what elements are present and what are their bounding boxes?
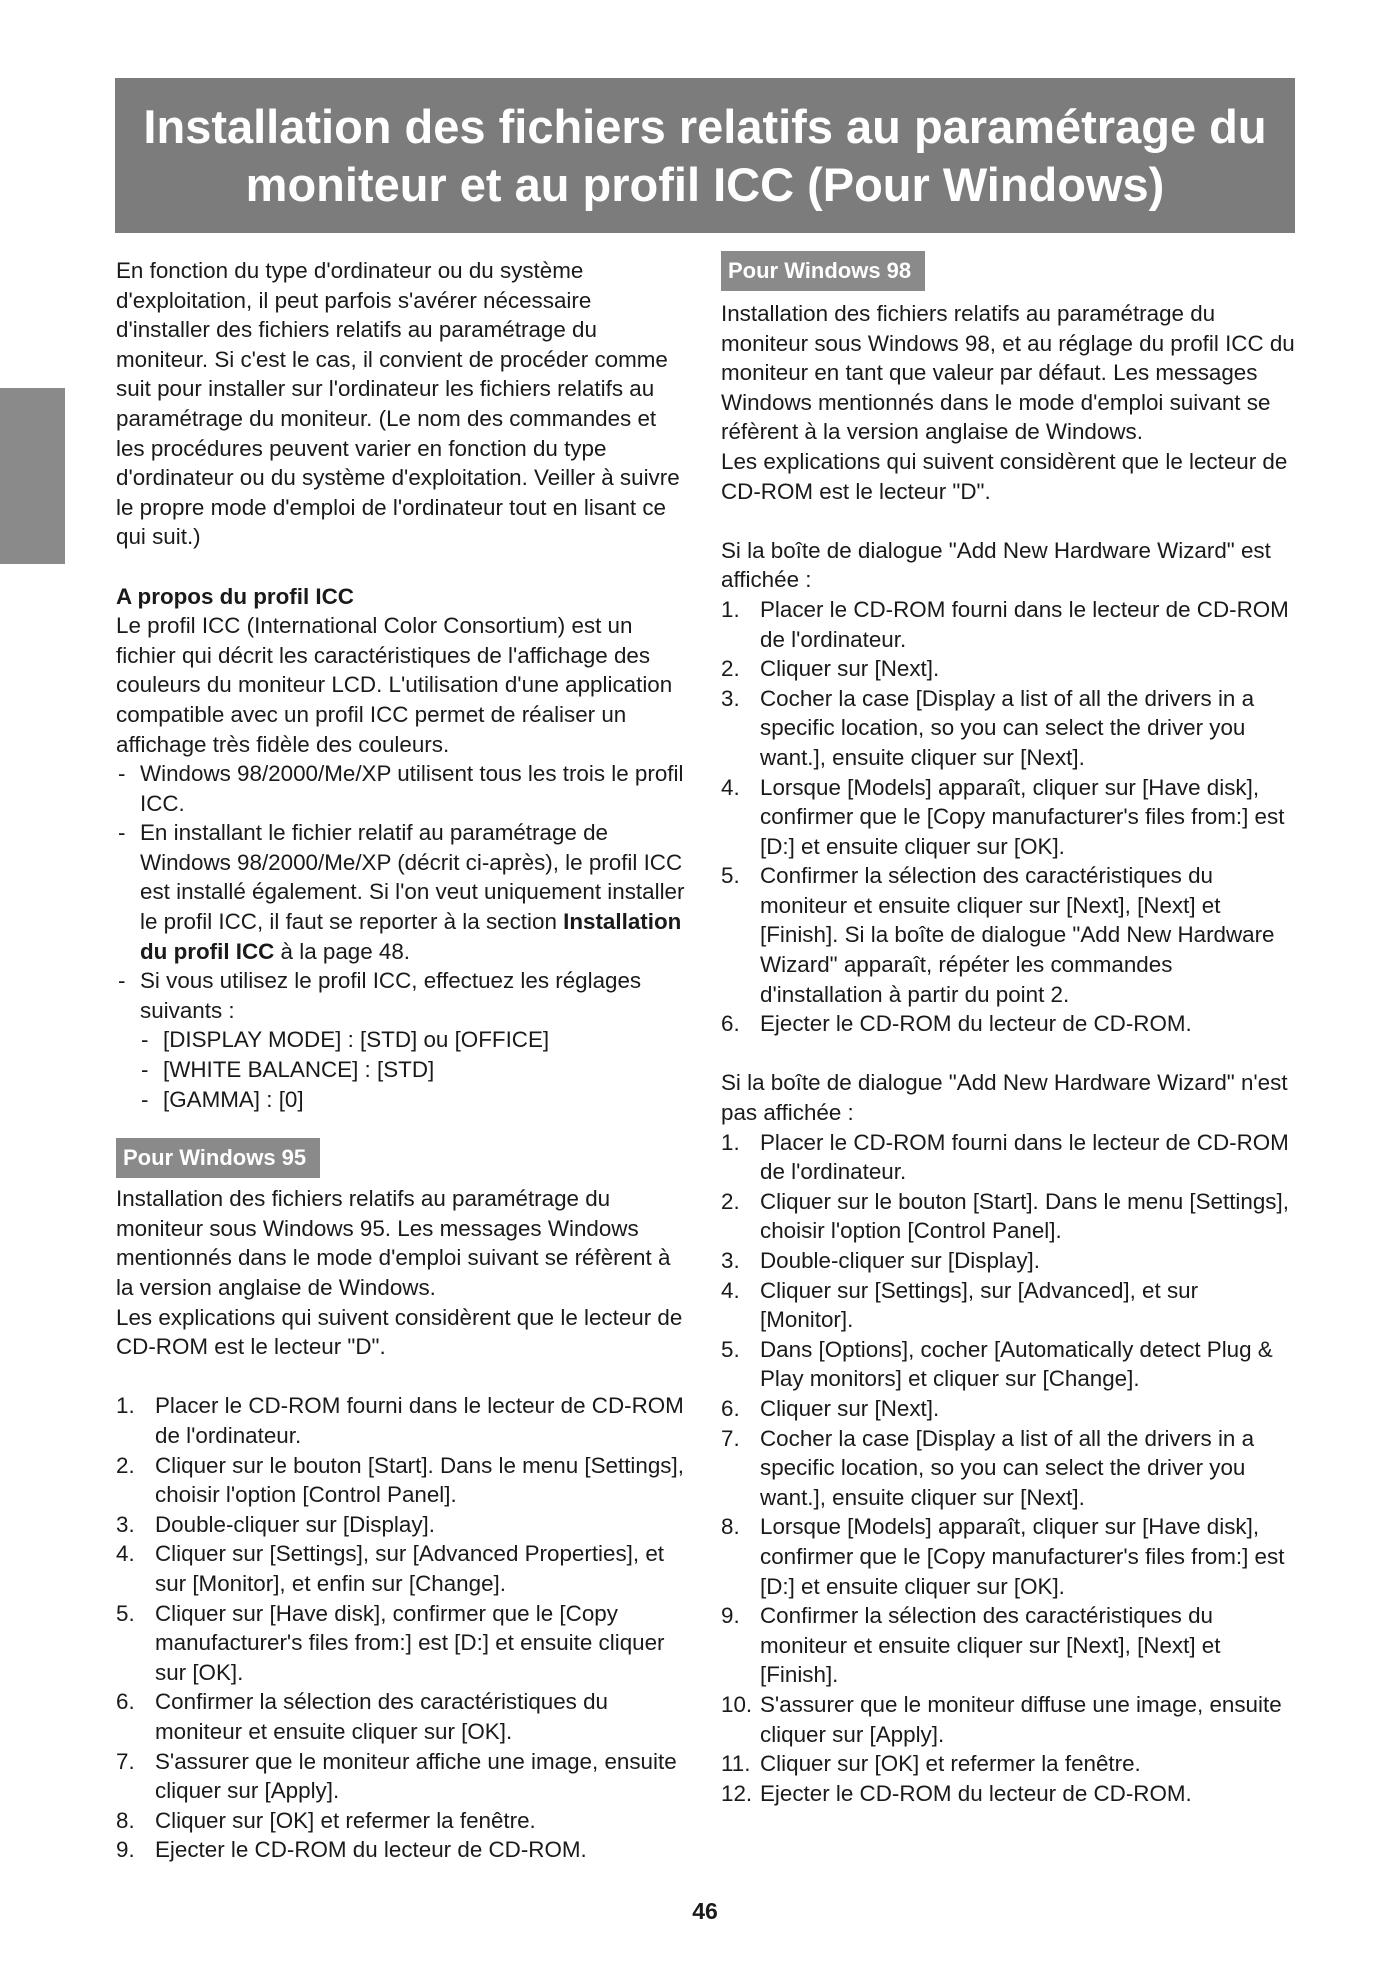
step-item bbox=[721, 1394, 1295, 1424]
setting-gamma: - [GAMMA] : [0] bbox=[116, 1085, 690, 1115]
step-item bbox=[721, 654, 1295, 684]
windows-95-drive-note: Les explications qui suivent considèrent que le lecteur de CD-ROM est le lecteur "D". bbox=[116, 1304, 683, 1360]
icc-section-reference: Installation du profil ICC bbox=[140, 909, 682, 964]
page-title-line-1: Installation des fichiers relatifs au paramétrage du bbox=[143, 99, 1267, 153]
step-item bbox=[116, 1747, 690, 1806]
step-number: 9. bbox=[721, 1603, 740, 1629]
step-text: Lorsque [Models] apparaît, cliquer sur [Have disk], confirmer que le [Copy manufacturer's files from:] est [D:] et ensuite cliquer sur [OK]. bbox=[760, 1514, 1285, 1599]
step-number: 8. bbox=[721, 1514, 740, 1540]
step-text: Confirmer la sélection des caractéristiques du moniteur et ensuite cliquer sur [OK]. bbox=[155, 1689, 608, 1744]
step-text: Lorsque [Models] apparaît, cliquer sur [Have disk], confirmer que le [Copy manufacturer's files from:] est [D:] et ensuite cliquer sur [OK]. bbox=[760, 774, 1285, 859]
step-item bbox=[721, 1335, 1295, 1394]
step-number: 4. bbox=[116, 1541, 135, 1567]
step-text: Cliquer sur [OK] et refermer la fenêtre. bbox=[155, 1807, 536, 1833]
step-item bbox=[721, 1424, 1295, 1513]
right-column bbox=[721, 251, 1295, 1808]
icc-paragraph: Le profil ICC (International Color Consortium) est un fichier qui décrit les caractéristiques de l'affichage des couleurs du moniteur LCD. L'utilisation d'une application compatible avec un profil ICC permet de réaliser un affichage très fidèle des couleurs. bbox=[116, 613, 673, 757]
step-text: Cliquer sur [OK] et refermer la fenêtre. bbox=[760, 1751, 1141, 1777]
step-item bbox=[721, 1276, 1295, 1335]
step-text: Ejecter le CD-ROM du lecteur de CD-ROM. bbox=[155, 1837, 587, 1863]
step-item bbox=[116, 1835, 690, 1865]
step-text: Cliquer sur [Have disk], confirmer que le [Copy manufacturer's files from:] est [D:] et ensuite cliquer sur [OK]. bbox=[155, 1600, 665, 1685]
step-text: Cliquer sur [Next]. bbox=[760, 1395, 940, 1421]
step-number: 6. bbox=[721, 1395, 740, 1421]
icc-heading: A propos du profil ICC bbox=[116, 583, 354, 609]
setting-white-balance: - [WHITE BALANCE] : [STD] bbox=[116, 1055, 690, 1085]
wizard-not-shown-steps bbox=[721, 1128, 1295, 1809]
icc-page-reference: à la page 48. bbox=[274, 938, 411, 964]
step-item bbox=[721, 1601, 1295, 1690]
step-number: 1. bbox=[116, 1393, 135, 1419]
step-item bbox=[116, 1451, 690, 1510]
intro-paragraph: En fonction du type d'ordinateur ou du système d'exploitation, il peut parfois s'avérer nécessaire d'installer des fichiers relatifs au paramétrage du moniteur. Si c'est le cas, il convient de procéder comme suit pour installer sur l'ordinateur les fichiers relatifs au paramétrage du moniteur. (Le nom des commandes et les procédures peuvent varier en fonction du type d'ordinateur ou du système d'exploitation. Veiller à suivre le propre mode d'emploi de l'ordinateur tout en lisant ce qui suit.) bbox=[116, 258, 680, 550]
step-item bbox=[721, 595, 1295, 654]
step-item bbox=[721, 1512, 1295, 1601]
step-item bbox=[721, 1187, 1295, 1246]
step-number: 3. bbox=[721, 685, 740, 711]
step-number: 3. bbox=[116, 1511, 135, 1537]
step-text: Placer le CD-ROM fourni dans le lecteur de CD-ROM de l'ordinateur. bbox=[760, 596, 1289, 652]
windows-95-intro: Installation des fichiers relatifs au paramétrage du moniteur sous Windows 95. Les messages Windows mentionnés dans le mode d'emploi suivant se réfèrent à la version anglaise de Windows. bbox=[116, 1186, 671, 1300]
icc-bullet-2 bbox=[116, 818, 690, 966]
icc-bullet-3: - Si vous utilisez le profil ICC, effectuez les réglages suivants : bbox=[116, 966, 690, 1025]
step-text: Ejecter le CD-ROM du lecteur de CD-ROM. bbox=[760, 1011, 1192, 1037]
step-text: Double-cliquer sur [Display]. bbox=[760, 1248, 1040, 1273]
step-number: 5. bbox=[721, 863, 740, 889]
step-item bbox=[721, 1749, 1295, 1779]
wizard-shown-steps bbox=[721, 595, 1295, 1039]
icc-bullet-2-text: En installant le fichier relatif au paramétrage de Windows 98/2000/Me/XP (décrit ci-après), le profil ICC est installé également. Si l'on veut uniquement installer le profil ICC, il faut se reporter à la section bbox=[140, 820, 685, 935]
step-text: S'assurer que le moniteur diffuse une image, ensuite cliquer sur [Apply]. bbox=[760, 1691, 1282, 1747]
step-text: Placer le CD-ROM fourni dans le lecteur de CD-ROM de l'ordinateur. bbox=[155, 1393, 684, 1448]
icc-bullet-1: - Windows 98/2000/Me/XP utilisent tous les trois le profil ICC. bbox=[116, 759, 690, 818]
step-number: 10. bbox=[721, 1691, 753, 1717]
step-number: 1. bbox=[721, 596, 740, 622]
step-item bbox=[721, 684, 1295, 773]
step-item bbox=[721, 861, 1295, 1009]
windows-95-steps bbox=[116, 1391, 690, 1865]
step-item bbox=[116, 1391, 690, 1450]
step-item bbox=[116, 1539, 690, 1598]
step-text: Ejecter le CD-ROM du lecteur de CD-ROM. bbox=[760, 1780, 1192, 1806]
step-text: Dans [Options], cocher [Automatically detect Plug & Play monitors] et cliquer sur [Change]. bbox=[760, 1336, 1273, 1392]
step-item bbox=[721, 1246, 1295, 1276]
step-text: Double-cliquer sur [Display]. bbox=[155, 1511, 435, 1537]
step-number: 11. bbox=[721, 1751, 751, 1777]
step-text: Cliquer sur [Settings], sur [Advanced], et sur [Monitor]. bbox=[760, 1277, 1199, 1333]
step-number: 8. bbox=[116, 1807, 135, 1833]
step-item bbox=[721, 1779, 1295, 1809]
step-text: Cliquer sur [Next]. bbox=[760, 656, 940, 682]
step-number: 5. bbox=[721, 1336, 740, 1362]
step-text: Cliquer sur le bouton [Start]. Dans le menu [Settings], choisir l'option [Control Panel]. bbox=[155, 1452, 684, 1508]
step-text: Confirmer la sélection des caractéristiques du moniteur et ensuite cliquer sur [Next], [Next] et [Finish]. bbox=[760, 1603, 1221, 1688]
step-item bbox=[721, 1690, 1295, 1749]
step-text: Cocher la case [Display a list of all the drivers in a specific location, so you can select the driver you want.], ensuite cliquer sur [Next]. bbox=[760, 1425, 1255, 1510]
step-number: 4. bbox=[721, 1277, 740, 1303]
step-item bbox=[116, 1687, 690, 1746]
windows-98-drive-note: Les explications qui suivent considèrent que le lecteur de CD-ROM est le lecteur "D". bbox=[721, 448, 1288, 504]
step-text: Cocher la case [Display a list of all the drivers in a specific location, so you can select the driver you want.], ensuite cliquer sur [Next]. bbox=[760, 685, 1255, 770]
step-item bbox=[116, 1599, 690, 1688]
step-number: 7. bbox=[116, 1748, 135, 1774]
step-number: 6. bbox=[721, 1011, 740, 1037]
page-title-line-2: moniteur et au profil ICC (Pour Windows) bbox=[245, 157, 1165, 211]
step-item bbox=[721, 1128, 1295, 1187]
step-number: 6. bbox=[116, 1689, 135, 1715]
wizard-not-shown-intro: Si la boîte de dialogue "Add New Hardware Wizard" n'est pas affichée : bbox=[721, 1070, 1288, 1126]
step-number: 4. bbox=[721, 774, 740, 800]
step-item bbox=[116, 1510, 690, 1540]
step-number: 5. bbox=[116, 1600, 135, 1626]
page-number: 46 bbox=[692, 1898, 718, 1924]
step-item bbox=[721, 773, 1295, 862]
page-title bbox=[115, 78, 1295, 233]
windows-98-intro: Installation des fichiers relatifs au paramétrage du moniteur sous Windows 98, et au réglage du profil ICC du moniteur en tant que valeur par défaut. Les messages Windows mentionnés dans le mode d'emploi suivant se réfèrent à la version anglaise de Windows. bbox=[721, 301, 1295, 445]
step-number: 12. bbox=[721, 1780, 753, 1806]
step-number: 3. bbox=[721, 1248, 740, 1273]
side-tab-marker bbox=[0, 388, 65, 564]
left-column bbox=[116, 256, 690, 1865]
windows-95-section-label: Pour Windows 95 bbox=[116, 1138, 320, 1178]
windows-98-section-label: Pour Windows 98 bbox=[721, 251, 925, 291]
step-number: 9. bbox=[116, 1837, 135, 1863]
step-item bbox=[721, 1009, 1295, 1039]
setting-display-mode: - [DISPLAY MODE] : [STD] ou [OFFICE] bbox=[116, 1025, 690, 1055]
step-number: 2. bbox=[721, 656, 740, 682]
step-text: Confirmer la sélection des caractéristiques du moniteur et ensuite cliquer sur [Next], [Next] et [Finish]. Si la boîte de dialogue "Add New Hardware Wizard" apparaît, répéter les commandes d'installation à partir du point 2. bbox=[760, 863, 1275, 1007]
step-text: Cliquer sur le bouton [Start]. Dans le menu [Settings], choisir l'option [Control Panel]. bbox=[760, 1188, 1289, 1244]
step-text: S'assurer que le moniteur affiche une image, ensuite cliquer sur [Apply]. bbox=[155, 1748, 677, 1804]
step-number: 2. bbox=[721, 1188, 740, 1214]
step-number: 1. bbox=[721, 1129, 740, 1155]
step-text: Cliquer sur [Settings], sur [Advanced Properties], et sur [Monitor], et enfin sur [Change]. bbox=[155, 1541, 665, 1596]
step-text: Placer le CD-ROM fourni dans le lecteur de CD-ROM de l'ordinateur. bbox=[760, 1129, 1289, 1185]
step-item bbox=[116, 1806, 690, 1836]
step-number: 2. bbox=[116, 1452, 135, 1478]
wizard-shown-intro: Si la boîte de dialogue "Add New Hardware Wizard" est affichée : bbox=[721, 537, 1271, 593]
step-number: 7. bbox=[721, 1425, 740, 1451]
